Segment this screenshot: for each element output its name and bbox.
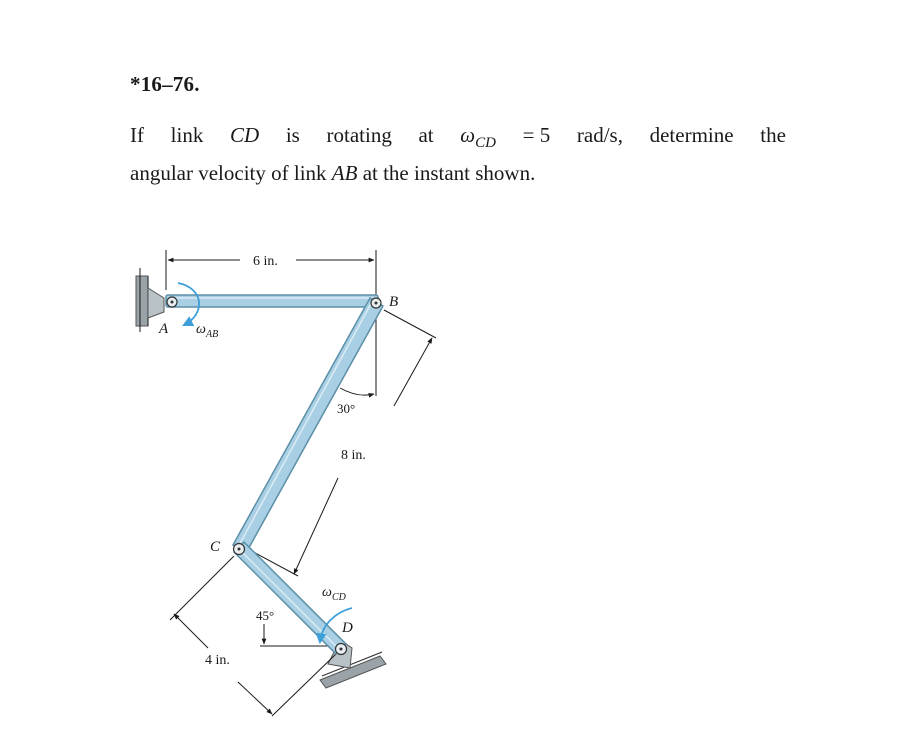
pin-d-center bbox=[340, 648, 343, 651]
label-d: D bbox=[342, 620, 353, 636]
link-ab-ref: AB bbox=[331, 161, 358, 185]
omega-symbol: ω bbox=[460, 123, 476, 147]
dim-bc-label: 8 in. bbox=[341, 448, 366, 463]
word: = 5 bbox=[522, 123, 551, 147]
dim-ab-label: 6 in. bbox=[253, 254, 278, 269]
word: rotating bbox=[326, 123, 392, 147]
problem-number: *16–76. bbox=[130, 72, 200, 96]
label-a: A bbox=[159, 321, 169, 337]
word: at bbox=[418, 123, 434, 147]
word: is bbox=[285, 123, 300, 147]
pin-a-center bbox=[171, 301, 174, 304]
pin-b-center bbox=[375, 302, 378, 305]
line2-start: angular velocity of link bbox=[130, 161, 327, 185]
dimension-cd bbox=[170, 556, 336, 716]
word: determine bbox=[649, 123, 734, 147]
angle-30-label: 30° bbox=[337, 401, 356, 416]
dim-cd-label: 4 in. bbox=[205, 653, 230, 668]
omega-subscript: CD bbox=[475, 135, 496, 151]
pin-c-center bbox=[238, 548, 241, 551]
word: the bbox=[760, 123, 786, 147]
angle-45-label: 45° bbox=[256, 608, 275, 623]
line2-end: at the instant shown. bbox=[362, 161, 536, 185]
label-b: B bbox=[389, 294, 399, 310]
word: rad/s, bbox=[576, 123, 623, 147]
link-bc bbox=[233, 298, 383, 553]
link-cd-ref: CD bbox=[229, 123, 260, 147]
omega-cd-symbol: ω bbox=[322, 585, 332, 600]
word: If bbox=[130, 123, 144, 147]
word: link bbox=[170, 123, 204, 147]
omega-ab-subscript: AB bbox=[206, 329, 219, 340]
omega-cd-subscript: CD bbox=[332, 592, 346, 603]
omega-ab-symbol: ω bbox=[196, 322, 206, 337]
label-c: C bbox=[210, 539, 221, 555]
